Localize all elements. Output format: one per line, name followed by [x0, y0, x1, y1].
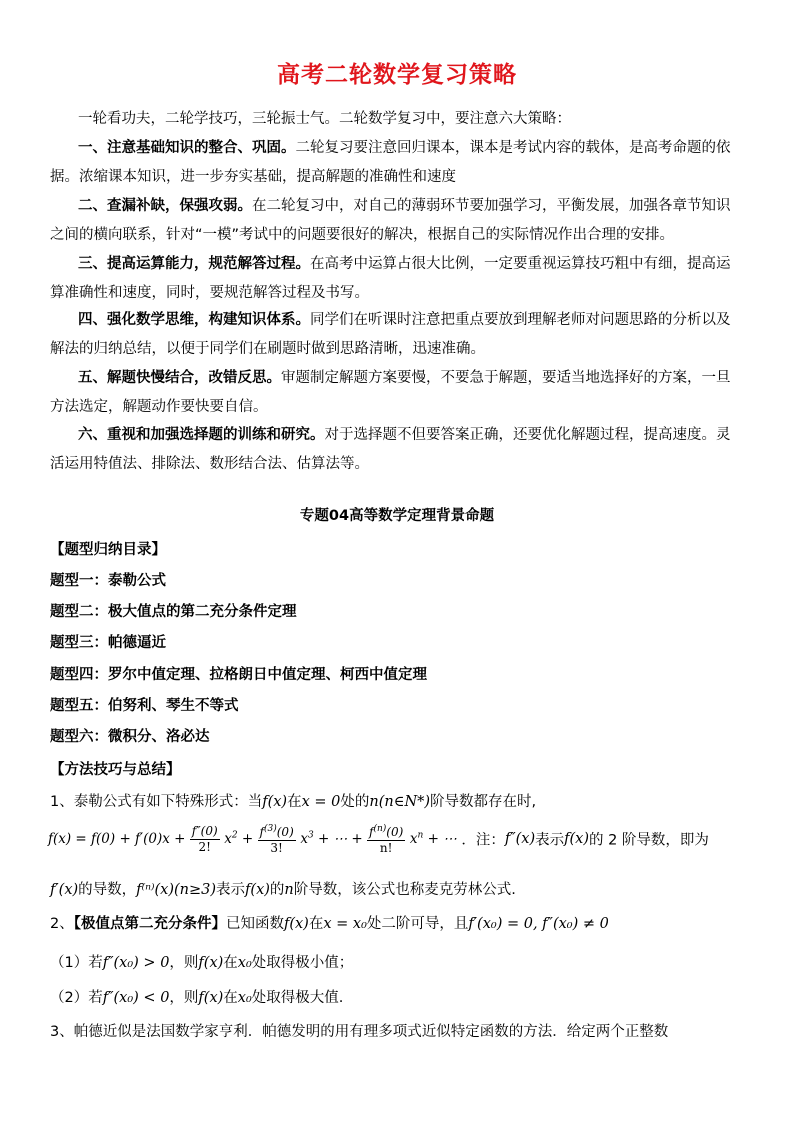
- strategy-3-heading: 三、提高运算能力，规范解答过程。: [78, 256, 310, 272]
- strategy-1: [78, 138, 750, 158]
- strategy-3-text: 在高考中运算占很大比例，一定要重视运算技巧粗中有细，提高运: [310, 256, 731, 272]
- strategy-6-text: 对于选择题不但要答案正确，还要优化解题过程，提高速度。灵: [324, 427, 731, 443]
- type-item-6: 题型六：微积分、洛必达: [50, 729, 210, 745]
- intro-paragraph: 一轮看功夫，二轮学技巧，三轮振士气。二轮数学复习中，要注意六大策略：: [78, 111, 571, 127]
- method-3-line-1: 3、帕德近似是法国数学家亨利．帕德发明的用有理多项式近似特定函数的方法．给定两个正整数: [50, 1024, 669, 1040]
- toc-header: 【题型归纳目录】: [50, 542, 166, 558]
- method-1-line-3: f′(x)的导数，f⁽ⁿ⁾(x)(n≥3)表示f(x)的n阶导数，该公式也称麦克劳林公式.: [50, 882, 516, 898]
- strategy-2: [78, 196, 750, 216]
- strategy-2-heading: 二、查漏补缺，保强攻弱。: [78, 198, 252, 214]
- strategy-4: [78, 310, 750, 330]
- strategy-1-heading: 一、注意基础知识的整合、巩固。: [78, 140, 296, 156]
- type-item-3: 题型三：帕德逼近: [50, 635, 166, 651]
- method-2-item-2: （2）若f″(x₀) < 0，则f(x)在x₀处取得极大值.: [50, 990, 344, 1006]
- fx-expr: f(x): [262, 794, 288, 810]
- strategy-5: [78, 368, 750, 388]
- type-item-1: 题型一：泰勒公式: [50, 573, 166, 589]
- methods-header: 【方法技巧与总结】: [50, 762, 181, 778]
- strategy-1-cont: 据。浓缩课本知识，进一步夯实基础，提高解题的准确性和速度: [50, 169, 456, 185]
- type-item-2: 题型二：极大值点的第二充分条件定理: [50, 604, 297, 620]
- method-2-heading: 【极值点第二充分条件】: [73, 916, 226, 932]
- type-item-5: 题型五：伯努利、琴生不等式: [50, 698, 239, 714]
- strategy-2-text: 在二轮复习中，对自己的薄弱环节要加强学习，平衡发展，加强各章节知识: [252, 198, 731, 214]
- strategy-5-heading: 五、解题快慢结合，改错反思。: [78, 370, 281, 386]
- strategy-2-cont: 之间的横向联系，针对“一模”考试中的问题要很好的解决，根据自己的实际情况作出合理的安排。: [50, 227, 675, 243]
- strategy-5-text: 审题制定解题方案要慢，不要急于解题，要适当地选择好的方案，一旦: [281, 370, 731, 386]
- method-1-line-1: 1、泰勒公式有如下特殊形式：当f(x)在x = 0处的n(n∈N*)阶导数都存在时,: [50, 794, 537, 810]
- strategy-4-heading: 四、强化数学思维，构建知识体系。: [78, 312, 310, 328]
- taylor-formula: f(x) = f(0) + f′(0)x + $\frac{f''(0)}{2!}$ $x^2$ + $\frac{f^{(3)}(0)}{3!}$ $x^3$ + ⋯ + $\frac{f^{(n)}(0)}{n!}$ $x^n$ + ⋯ ．注：f″(x)表示f(x)的 2 阶导数，即为: [48, 823, 709, 855]
- strategy-6-heading: 六、重视和加强选择题的训练和研究。: [78, 427, 325, 443]
- strategy-6: [78, 425, 750, 445]
- strategy-1-text: 二轮复习要注意回归课本，课本是考试内容的载体，是高考命题的依: [295, 140, 731, 156]
- strategy-6-cont: 活运用特值法、排除法、数形结合法、估算法等。: [50, 456, 369, 472]
- strategy-5-cont: 方法选定，解题动作要快要自信。: [50, 399, 268, 415]
- strategy-4-cont: 解法的归纳总结，以便于同学们在刷题时做到思路清晰，迅速准确。: [50, 341, 485, 357]
- strategy-3-cont: 算准确性和速度，同时，要规范解答过程及书写。: [50, 285, 369, 301]
- topic-title: 专题04高等数学定理背景命题: [299, 508, 495, 524]
- strategy-3: [78, 254, 750, 274]
- type-item-4: 题型四：罗尔中值定理、拉格朗日中值定理、柯西中值定理: [50, 667, 427, 683]
- n-expr: n(n∈N*): [369, 794, 431, 810]
- strategy-4-text: 同学们在听课时注意把重点要放到理解老师对问题思路的分析以及: [310, 312, 731, 328]
- x0-expr: x = 0: [301, 794, 341, 810]
- method-2-line-1: 2、【极值点第二充分条件】已知函数f(x)在x = x₀处二阶可导，且f′(x₀) = 0, f″(x₀) ≠ 0: [50, 916, 609, 932]
- method-2-item-1: （1）若f″(x₀) > 0，则f(x)在x₀处取得极小值；: [50, 955, 354, 971]
- page-title: 高考二轮数学复习策略: [277, 62, 517, 88]
